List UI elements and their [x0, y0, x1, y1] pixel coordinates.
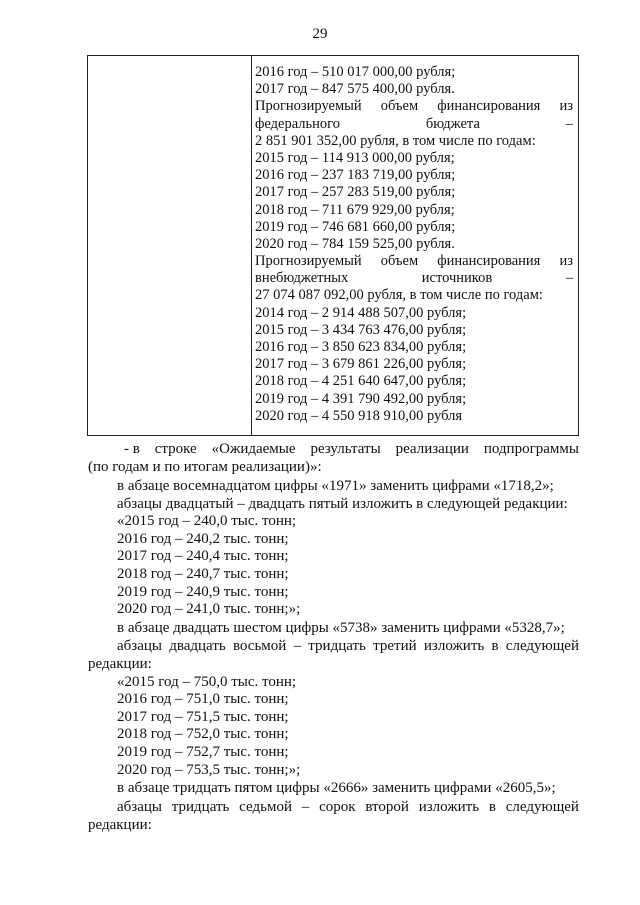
extrabudget-year-line: 2014 год – 2 914 488 507,00 рубля; [255, 304, 467, 321]
list-item: 2016 год – 240,2 тыс. тонн; [117, 530, 289, 547]
federal-year-line: 2018 год – 711 679 929,00 рубля; [255, 201, 455, 218]
list-item: 2018 год – 240,7 тыс. тонн; [117, 565, 289, 582]
federal-total: 2 851 901 352,00 рубля, в том числе по годам: [255, 132, 536, 149]
federal-year-line: 2019 год – 746 681 660,00 рубля; [255, 218, 456, 235]
list-item: 2020 год – 753,5 тыс. тонн;»; [117, 761, 301, 778]
list-item: 2018 год – 752,0 тыс. тонн; [117, 726, 289, 743]
list-item: 2019 год – 752,7 тыс. тонн; [117, 744, 289, 761]
financing-table [87, 55, 579, 436]
federal-year-line: 2017 год – 257 283 519,00 рубля; [255, 184, 456, 201]
paragraph-justified: абзацы тридцать седьмой – сорок второй изложить в следующей [117, 798, 579, 815]
list-item: «2015 год – 240,0 тыс. тонн; [117, 513, 297, 530]
paragraph: в абзаце восемнадцатом цифры «1971» заменить цифрами «1718,2»; [117, 477, 554, 494]
list-item: 2017 год – 240,4 тыс. тонн; [117, 548, 289, 565]
federal-heading-line-1: Прогнозируемый объем финансирования из [255, 98, 573, 115]
paragraph: абзацы двадцатый – двадцать пятый изложить в следующей редакции: [117, 495, 568, 512]
extrabudget-year-line: 2016 год – 3 850 623 834,00 рубля; [255, 339, 467, 355]
list-item: «2015 год – 750,0 тыс. тонн; [117, 673, 297, 690]
extrabudget-year-line: 2020 год – 4 550 918 910,00 рубля [255, 407, 463, 424]
list-item: 2017 год – 751,5 тыс. тонн; [117, 708, 289, 725]
page-number: 29 [312, 26, 328, 42]
table-line: 2016 год – 510 017 000,00 рубля; [255, 64, 456, 80]
extrabudget-year-line: 2018 год – 4 251 640 647,00 рубля; [255, 373, 467, 390]
paragraph-justified: абзацы двадцать восьмой – тридцать третий изложить в следующей [117, 638, 579, 655]
extrabudget-year-line: 2019 год – 4 391 790 492,00 рубля; [255, 390, 467, 407]
paragraph-continuation: редакции: [88, 816, 152, 833]
table-column-divider [251, 56, 252, 435]
paragraph: в абзаце тридцать пятом цифры «2666» заменить цифрами «2605,5»; [117, 780, 556, 797]
extrabudget-year-line: 2017 год – 3 679 861 226,00 рубля; [255, 356, 467, 373]
federal-year-line: 2020 год – 784 159 525,00 рубля. [255, 235, 455, 252]
paragraph: в абзаце двадцать шестом цифры «5738» заменить цифрами «5328,7»; [117, 619, 565, 636]
intro-line: - в строке «Ожидаемые результаты реализации подпрограммы [124, 441, 579, 457]
list-item: 2019 год – 240,9 тыс. тонн; [117, 583, 289, 600]
document-body [88, 440, 579, 834]
extrabudget-year-line: 2015 год – 3 434 763 476,00 рубля; [255, 321, 467, 338]
federal-year-line: 2015 год – 114 913 000,00 рубля; [255, 149, 455, 166]
table-line: 2017 год – 847 575 400,00 рубля. [255, 81, 455, 98]
extrabudget-heading-line-1: Прогнозируемый объем финансирования из [255, 253, 573, 270]
federal-year-line: 2016 год – 237 183 719,00 рубля; [255, 167, 456, 184]
intro-continuation: (по годам и по итогам реализации)»: [88, 459, 322, 476]
extrabudget-total: 27 074 087 092,00 рубля, в том числе по годам: [255, 287, 543, 304]
table-cell-financing [255, 64, 573, 425]
list-item: 2020 год – 241,0 тыс. тонн;»; [117, 601, 301, 618]
federal-heading-line-2: федерального бюджета – [255, 115, 573, 132]
list-item: 2016 год – 751,0 тыс. тонн; [117, 691, 289, 708]
extrabudget-heading-line-2: внебюджетных источников – [255, 270, 573, 287]
paragraph-continuation: редакции: [88, 656, 152, 673]
